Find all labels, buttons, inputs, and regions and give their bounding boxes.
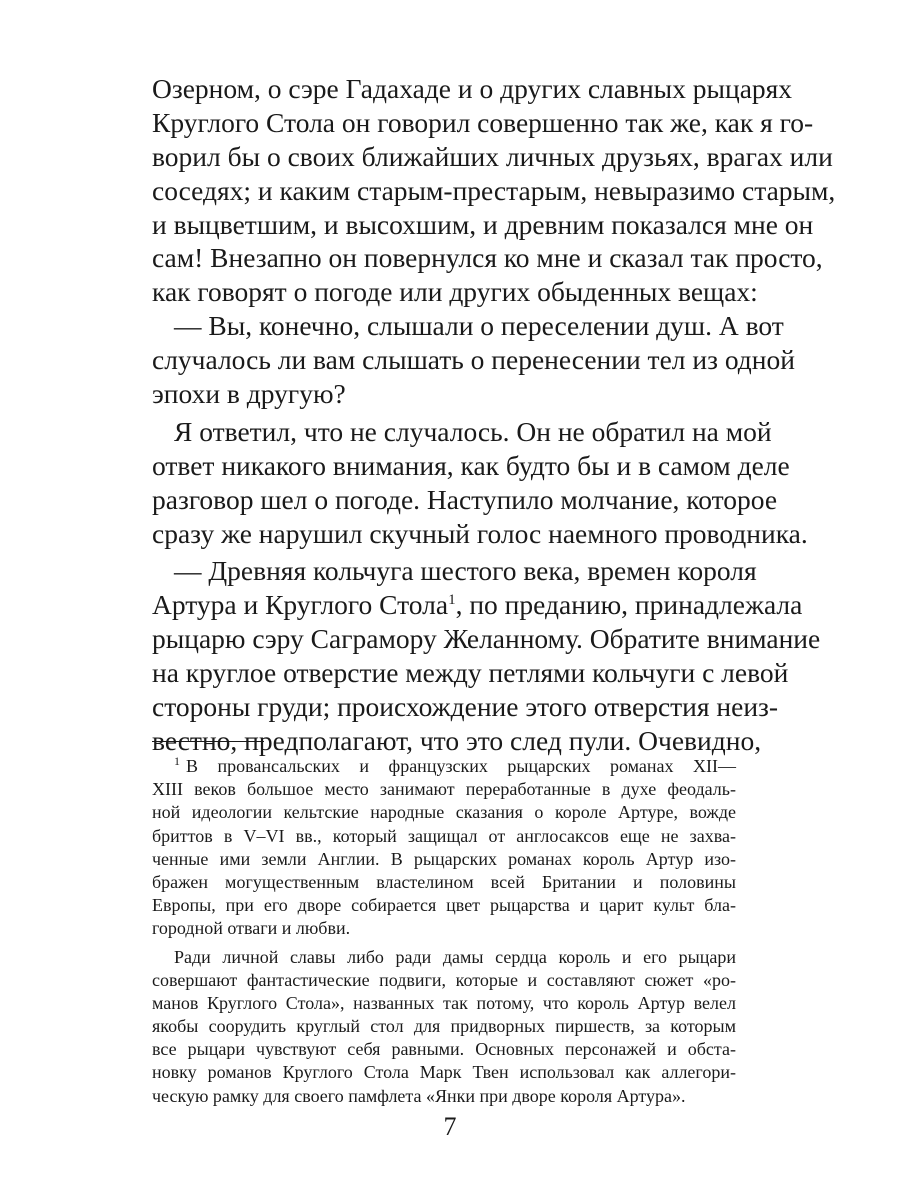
footnote-line: Ради личной славы либо ради дамы сердца король и его рыцари [174,946,736,967]
text-line: Я ответил, что не случалось. Он не обратил на мой [174,415,772,447]
footnote-reference[interactable]: 1 [448,592,456,609]
main-text [152,72,836,758]
text-segment: Артура и Круглого Стола [152,589,449,621]
text-line: — Вы, конечно, слышали о переселении душ. А вот [174,310,784,342]
text-line: сам! Внезапно он повернулся ко мне и сказал так просто, [152,242,823,274]
footnote-line: бражен могущественным властелином всей Британии и половины [152,871,736,892]
footnote-line: XIII веков большое место занимают переработанные в духе феодаль- [152,779,736,800]
text-line: вестно, предполагают, что это след пули. Очевидно, [152,724,762,756]
text-line: Озерном, о сэре Гадахаде и о других славных рыцарях [152,73,793,104]
text-segment: , по преданию, принадлежала [455,589,803,621]
text-line: рыцарю сэру Саграмору Желанному. Обратите внимание [152,623,821,655]
footnote-line: манов Круглого Стола», названных так потому, что король Артур велел [152,992,736,1013]
text-line: стороны груди; происхождение этого отверстия неиз- [152,691,779,723]
footnote-line: Европы, при его дворе собирается цвет рыцарства и царит культ бла- [152,895,736,916]
footnote-line: городной отваги и любви. [152,918,351,939]
footnote-line: новку романов Круглого Стола Марк Твен использовал как аллегори- [152,1062,736,1083]
text-line: случалось ли вам слышать о перенесении тел из одной [152,344,795,376]
text-line: и выцветшим, и высохшим, и древним показался мне он [152,208,814,240]
page-number: 7 [443,1112,457,1141]
footnote-marker: 1 [174,754,180,768]
text-line: ответ никакого внимания, как будто бы и в самом деле [152,449,790,481]
footnote-line: все рыцари чувствуют себя равными. Основных персонажей и обста- [152,1039,736,1060]
footnote-line: бриттов в V–VI вв., который защищал от англосаксов еще не захва- [152,825,736,846]
text-line-with-footnote-ref [152,588,803,622]
footnote-text: В провансальских и французских рыцарских романах XII— [186,756,736,776]
footnote [152,755,736,1108]
footnote-line: якобы соорудить круглый стол для придворных пиршеств, за которым [152,1016,736,1037]
footnote-line: ческую рамку для своего памфлета «Янки при дворе короля Артура». [152,1085,686,1106]
text-line: на круглое отверстие между петлями кольчуги с левой [152,657,789,689]
text-line: эпохи в другую? [152,378,346,410]
text-line: Круглого Стола он говорил совершенно так же, как я го- [152,106,814,138]
text-line: сразу же нарушил скучный голос наемного проводника. [152,517,808,549]
footnote-divider [152,741,264,742]
footnote-line [152,755,736,778]
footnote-line: ченные ими земли Англии. В рыцарских романах король Артур изо- [152,848,736,869]
footnote-line: совершают фантастические подвиги, которые и составляют сюжет «ро- [152,969,736,990]
text-line: как говорят о погоде или других обыденных вещах: [152,276,758,308]
text-line: соседях; и каким старым-престарым, невыразимо старым, [152,174,836,206]
text-line: ворил бы о своих ближайших личных друзьях, врагах или [152,140,833,172]
text-line: разговор шел о погоде. Наступило молчание, которое [152,483,778,515]
text-line: — Древняя кольчуга шестого века, времен короля [174,555,757,587]
footnote-line: ной идеологии кельтские народные сказания о короле Артуре, вожде [152,802,736,823]
